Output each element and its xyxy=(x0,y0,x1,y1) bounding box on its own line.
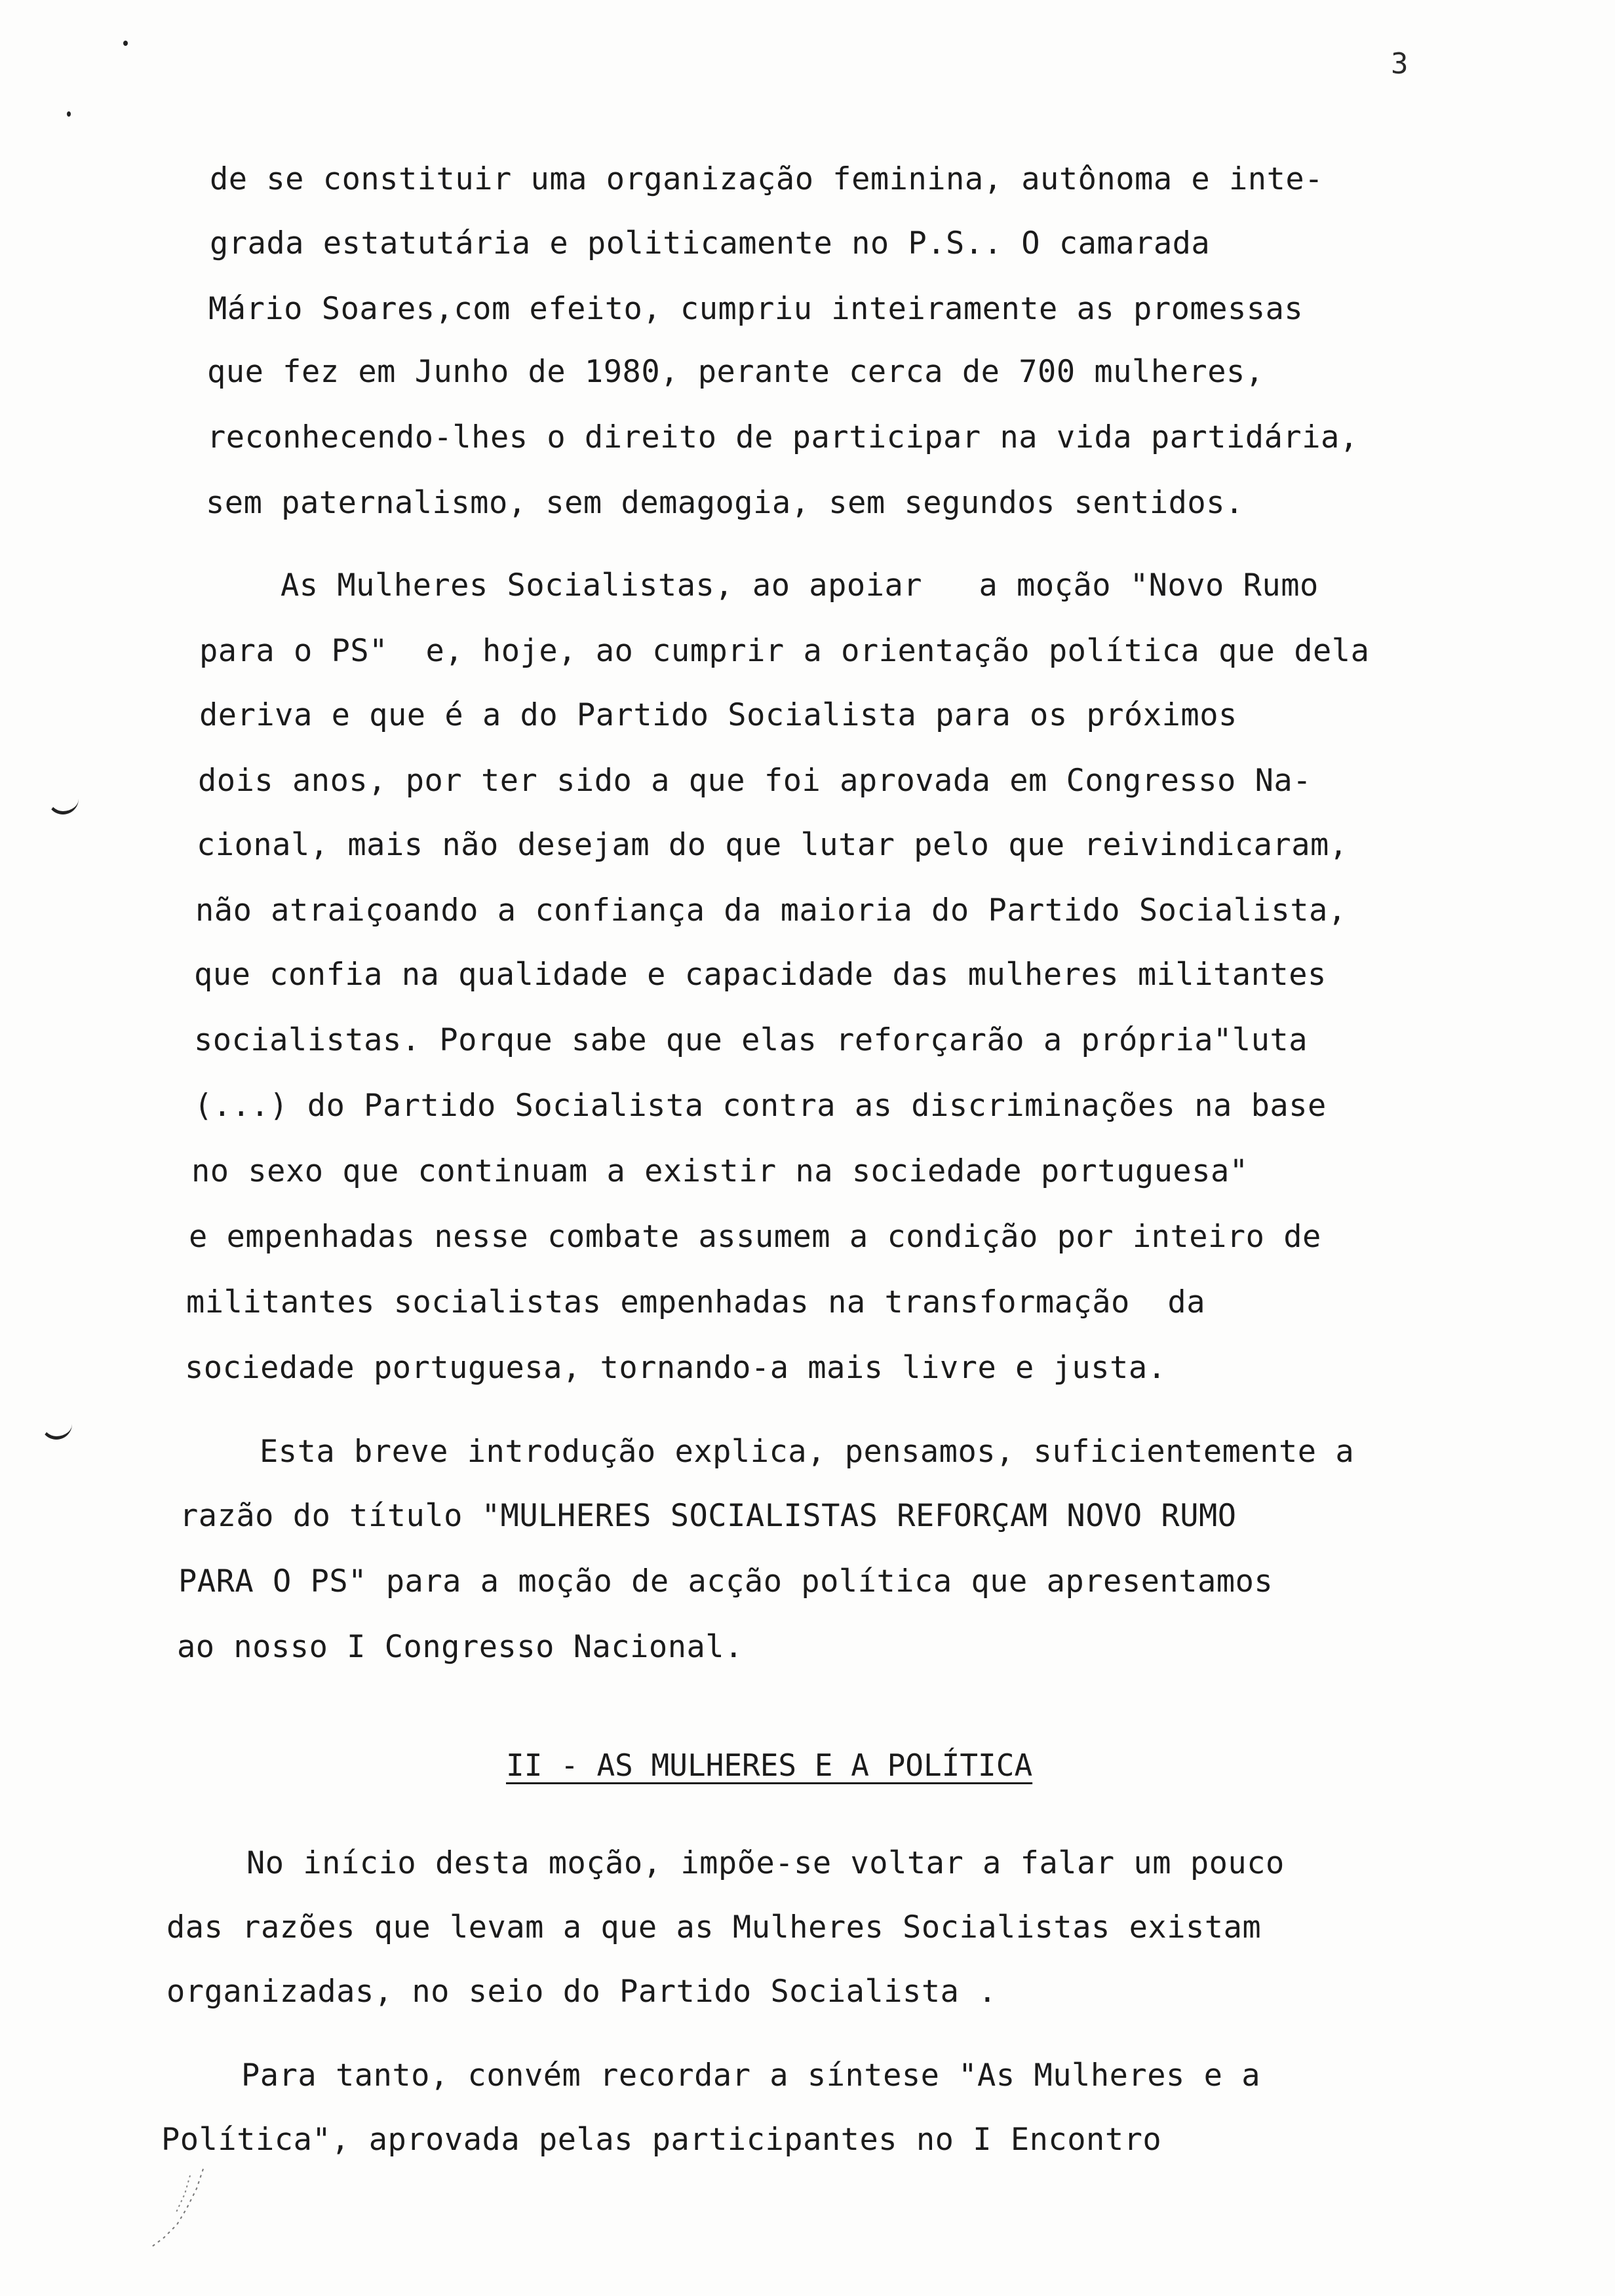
body-text-line: organizadas, no seio do Partido Socialista . xyxy=(166,1974,998,2010)
body-text-line: sociedade portuguesa, tornando-a mais livre e justa. xyxy=(185,1350,1167,1386)
body-text-line: deriva e que é a do Partido Socialista para os próximos xyxy=(199,697,1237,733)
body-text-line: No início desta moção, impõe-se voltar a falar um pouco xyxy=(246,1845,1285,1881)
body-text-line: para o PS" e, hoje, ao cumprir a orientação política que dela xyxy=(199,633,1370,669)
pencil-scribble-mark xyxy=(125,2162,229,2267)
body-text-line: razão do título "MULHERES SOCIALISTAS REFORÇAM NOVO RUMO xyxy=(180,1498,1237,1534)
body-text-line: ao nosso I Congresso Nacional. xyxy=(177,1629,743,1665)
body-text-line: que confia na qualidade e capacidade das mulheres militantes xyxy=(194,957,1327,993)
body-text-line: grada estatutária e politicamente no P.S.. O camarada xyxy=(210,225,1211,261)
body-text-line: das razões que levam a que as Mulheres Socialistas existam xyxy=(166,1909,1262,1945)
body-text-line: dois anos, por ter sido a que foi aprovada em Congresso Na- xyxy=(198,763,1312,799)
body-text-line: Mário Soares,com efeito, cumpriu inteiramente as promessas xyxy=(208,291,1304,327)
body-text-line: que fez em Junho de 1980, perante cerca de 700 mulheres, xyxy=(207,354,1264,390)
body-text-line: cional, mais não desejam do que lutar pelo que reivindicaram, xyxy=(197,827,1348,863)
body-text-line: Esta breve introdução explica, pensamos, suficientemente a xyxy=(260,1434,1355,1470)
body-text-line: de se constituir uma organização feminina, autônoma e inte- xyxy=(210,161,1323,197)
body-text-line: militantes socialistas empenhadas na transformação da xyxy=(186,1284,1206,1320)
margin-bracket-mark xyxy=(41,1423,72,1440)
body-text-line: e empenhadas nesse combate assumem a condição por inteiro de xyxy=(189,1219,1321,1255)
body-text-line: Política", aprovada pelas participantes no I Encontro xyxy=(161,2122,1162,2158)
body-text-line: As Mulheres Socialistas, ao apoiar a moção "Novo Rumo xyxy=(281,567,1319,603)
body-text-line: Para tanto, convém recordar a síntese "As Mulheres e a xyxy=(241,2057,1261,2094)
margin-bracket-mark xyxy=(47,798,79,814)
ink-dot-mark xyxy=(67,111,71,117)
body-text-line: PARA O PS" para a moção de acção política que apresentamos xyxy=(178,1563,1274,1599)
body-text-line: (...) do Partido Socialista contra as discriminações na base xyxy=(194,1088,1327,1124)
body-text-line: socialistas. Porque sabe que elas reforçarão a própria"luta xyxy=(194,1022,1308,1058)
page-number: 3 xyxy=(1391,47,1409,81)
section-heading: II - AS MULHERES E A POLÍTICA xyxy=(506,1748,1033,1783)
body-text-line: sem paternalismo, sem demagogia, sem segundos sentidos. xyxy=(206,485,1244,521)
body-text-line: não atraiçoando a confiança da maioria do Partido Socialista, xyxy=(195,892,1347,928)
body-text-line: reconhecendo-lhes o direito de participar na vida partidária, xyxy=(207,419,1359,455)
ink-dot-mark xyxy=(123,41,128,46)
body-text-line: no sexo que continuam a existir na sociedade portuguesa" xyxy=(191,1153,1249,1189)
